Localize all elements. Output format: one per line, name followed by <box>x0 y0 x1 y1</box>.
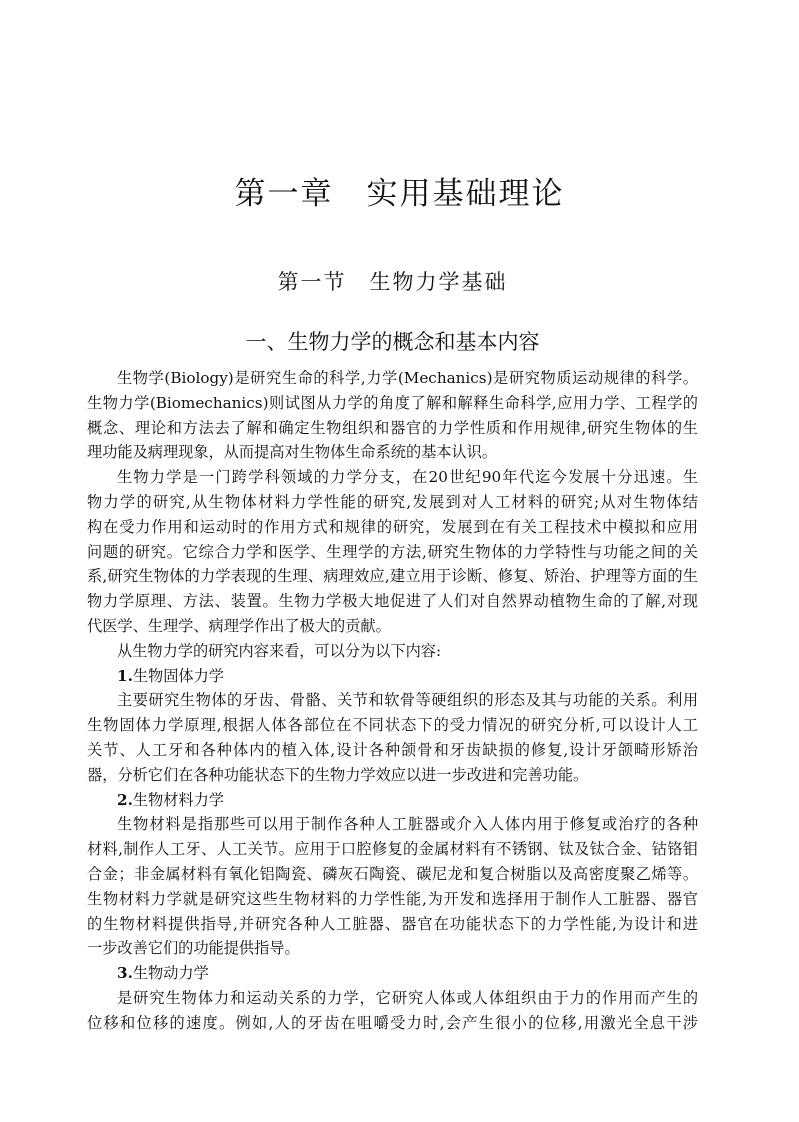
text-line: 是研究生物体力和运动关系的力学，它研究人体或人体组织由于力的作用而产生的 <box>117 988 698 1007</box>
text-line: 物力学的研究,从生物体材料力学性能的研究,发展到对人工材料的研究;从对生物体结 <box>87 492 698 511</box>
paragraph-content-intro <box>87 639 698 664</box>
topic-heading <box>87 788 698 813</box>
topic-number: 2. <box>117 790 133 809</box>
text-line: 物力学原理、方法、装置。生物力学极大地促进了人们对自然界动植物生命的了解,对现 <box>87 592 698 611</box>
text-line: 器，分析它们在各种功能状态下的生物力学效应以进一步改进和完善功能。 <box>87 765 589 784</box>
text-line: 生物材料是指那些可以用于制作各种人工脏器或介入人体内用于修复或治疗的各种 <box>117 815 698 834</box>
topic-dynamics <box>87 961 698 1035</box>
text-line: 材料,制作人工牙、人工关节。应用于口腔修复的金属材料有不锈钢、钛及钛合金、钴铬钼 <box>87 840 698 859</box>
topic-heading <box>87 961 698 986</box>
text-line: 构在受力作用和运动时的作用方式和规律的研究，发展到在有关工程技术中模拟和应用 <box>87 517 698 536</box>
text-line: 生物力学(Biomechanics)则试图从力学的角度了解和解释生命科学,应用力学、工程学的 <box>87 393 698 412</box>
text-line: 系,研究生物体的力学表现的生理、病理效应,建立用于诊断、修复、矫治、护理等方面的生 <box>87 567 698 586</box>
text-line: 问题的研究。它综合力学和医学、生理学的方法,研究生物体的力学特性与功能之间的关 <box>87 542 698 561</box>
topic-material-mechanics <box>87 788 698 962</box>
text-line: 位移和位移的速度。例如,人的牙齿在咀嚼受力时,会产生很小的位移,用激光全息干涉 <box>87 1013 698 1032</box>
text-line: 生物学(Biology)是研究生命的科学,力学(Mechanics)是研究物质运动规律的科学。 <box>117 369 698 387</box>
paragraph-intro <box>87 366 698 465</box>
topic-solid-mechanics <box>87 664 698 788</box>
subsection-title: 一、生物力学的概念和基本内容 <box>245 330 540 354</box>
text-line: 的生物材料提供指导,并研究各种人工脏器、器官在功能状态下的力学性能,为设计和进 <box>87 914 698 933</box>
text-line: 代医学、生理学、病理学作出了极大的贡献。 <box>87 616 391 635</box>
paragraph-development <box>87 465 698 639</box>
topic-heading-text: 生物动力学 <box>132 964 209 983</box>
topic-heading-text: 生物固体力学 <box>132 666 224 685</box>
text-line: 关节、人工牙和各种体内的植入体,设计各种颌骨和牙齿缺损的修复,设计牙颌畸形矫治 <box>87 740 698 759</box>
text-line: 生物固体力学原理,根据人体各部位在不同状态下的受力情况的研究分析,可以设计人工 <box>87 716 698 735</box>
topic-number: 3. <box>117 964 133 983</box>
text-line: 概念、理论和方法去了解和确定生物组织和器官的力学性质和作用规律,研究生物体的生 <box>87 418 698 437</box>
text-line: 理功能及病理现象，从而提高对生物体生命系统的基本认识。 <box>87 443 498 462</box>
topic-number: 1. <box>117 666 133 685</box>
text-line: 生物材料力学就是研究这些生物材料的力学性能,为开发和选择用于制作人工脏器、器官 <box>87 889 698 908</box>
text-line: 从生物力学的研究内容来看，可以分为以下内容: <box>117 641 442 660</box>
chapter-title: 第一章 实用基础理论 <box>234 176 565 212</box>
text-line: 一步改善它们的功能提供指导。 <box>87 939 300 958</box>
body-text <box>87 366 698 1036</box>
topic-heading <box>87 664 698 689</box>
topic-heading-text: 生物材料力学 <box>132 790 224 809</box>
section-title: 第一节 生物力学基础 <box>277 270 508 294</box>
text-line: 合金；非金属材料有氧化铝陶瓷、磷灰石陶瓷、碳尼龙和复合树脂以及高密度聚乙烯等。 <box>87 864 698 883</box>
text-line: 生物力学是一门跨学科领域的力学分支，在20世纪90年代迄今发展十分迅速。生 <box>117 468 698 487</box>
text-line: 主要研究生物体的牙齿、骨骼、关节和软骨等硬组织的形态及其与功能的关系。利用 <box>117 691 698 710</box>
